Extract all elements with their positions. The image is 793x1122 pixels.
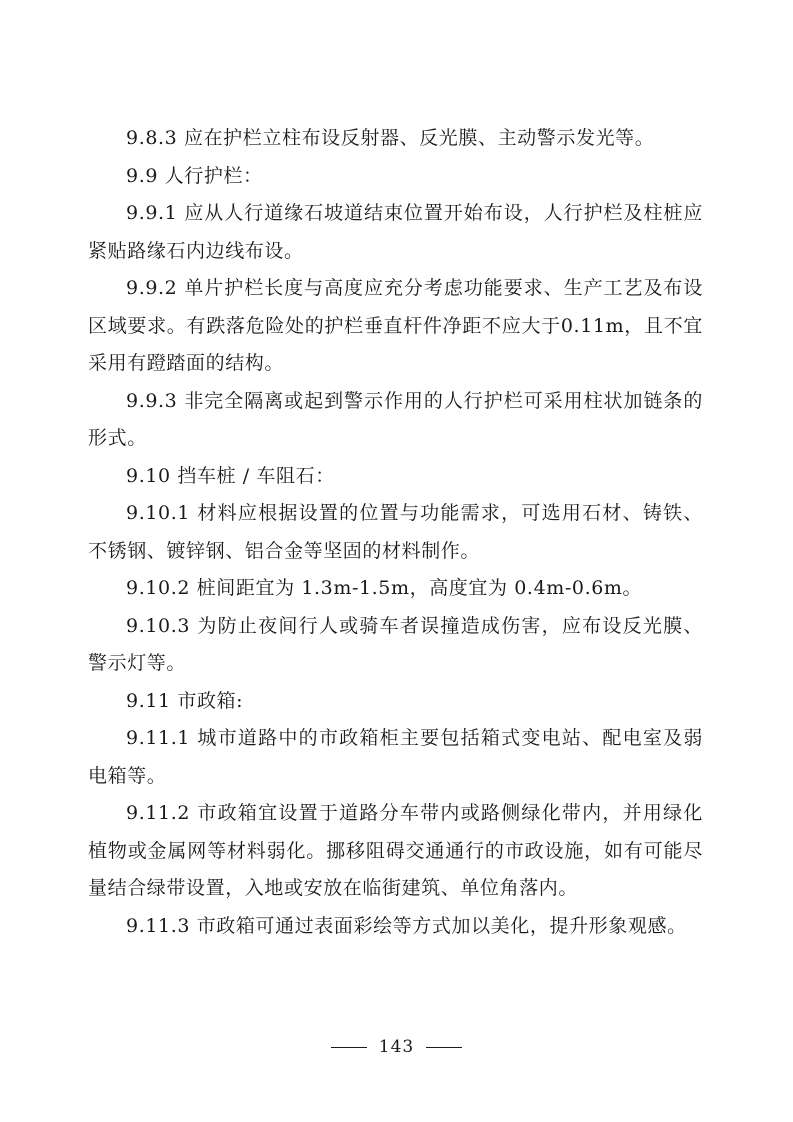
clause-9-10-3: 9.10.3 为防止夜间行人或骑车者误撞造成伤害，应布设反光膜、警示灯等。 bbox=[88, 614, 703, 674]
clause-9-11-2: 9.11.2 市政箱宜设置于道路分车带内或路侧绿化带内，并用绿化植物或金属网等材料弱化。挪移阻碍交通通行的市政设施，如有可能尽量结合绿带设置，入地或安放在临街建筑、单位角落内。 bbox=[88, 802, 703, 899]
clause-9-10-1: 9.10.1 材料应根据设置的位置与功能需求，可选用石材、铸铁、不锈钢、镀锌钢、铝合金等坚固的材料制作。 bbox=[88, 502, 703, 562]
clause-9-11-3: 9.11.3 市政箱可通过表面彩绘等方式加以美化，提升形象观感。 bbox=[126, 914, 687, 937]
clause-9-9-2: 9.9.2 单片护栏长度与高度应充分考虑功能要求、生产工艺及布设区域要求。有跌落危险处的护栏垂直杆件净距不应大于0.11m，且不宜采用有蹬踏面的结构。 bbox=[88, 277, 703, 374]
section-heading-9-10: 9.10 挡车桩 / 车阻石： bbox=[126, 464, 335, 487]
page-number: 143 bbox=[378, 1037, 415, 1057]
footer-dash-right bbox=[426, 1047, 462, 1048]
clause-9-10-2: 9.10.2 桩间距宜为 1.3m-1.5m，高度宜为 0.4m-0.6m。 bbox=[126, 577, 643, 599]
document-body bbox=[88, 120, 703, 945]
clause-9-11-1: 9.11.1 城市道路中的市政箱柜主要包括箱式变电站、配电室及弱电箱等。 bbox=[88, 727, 703, 787]
clause-9-8-3: 9.8.3 应在护栏立柱布设反射器、反光膜、主动警示发光等。 bbox=[126, 127, 655, 149]
clause-9-9-1: 9.9.1 应从人行道缘石坡道结束位置开始布设，人行护栏及柱桩应紧贴路缘石内边线布设。 bbox=[88, 202, 703, 262]
section-heading-9-11: 9.11 市政箱: bbox=[126, 689, 244, 712]
clause-9-9-3: 9.9.3 非完全隔离或起到警示作用的人行护栏可采用柱状加链条的形式。 bbox=[88, 389, 703, 449]
page-footer bbox=[0, 1036, 793, 1058]
footer-dash-left bbox=[331, 1047, 367, 1048]
section-heading-9-9: 9.9 人行护栏： bbox=[126, 164, 263, 187]
